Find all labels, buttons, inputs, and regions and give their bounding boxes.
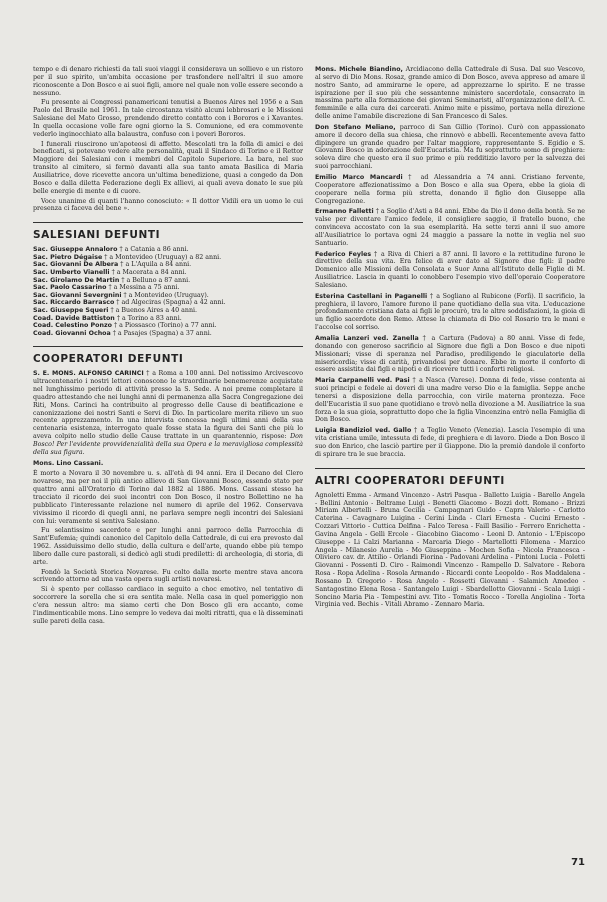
salesiano-name: Sac. Pietro Dégaise	[33, 253, 103, 261]
cooperatore-text: † a Riva di Chieri a 87 anni. Il lavoro e la rettitudine furono le direttive della sua vita. Era felice di aver dato al Signore due figli: il padre Domenico alle Missioni della Consolata e Suor Anna all'Istituto delle Figlie di M. Ausiliatrice. Lascia in quanti lo conobbero l'esempio vivo dell'operaio Cooperatore Salesiano.	[315, 250, 585, 289]
salesiano-detail: † a Torino a 83 anni.	[116, 314, 182, 322]
cooperatore-entry	[315, 335, 585, 374]
cooperatore-name: Emilio Marco Mancardi	[315, 173, 403, 181]
salesiano-item	[33, 315, 303, 323]
carinci-name: S. E. MONS. ALFONSO CARINCI	[33, 370, 144, 378]
cooperatore-name: Don Stefano Meliano,	[315, 123, 396, 131]
cassani-name: Mons. Lino Cassani.	[33, 459, 104, 467]
cooperatore-entry	[315, 66, 585, 121]
salesiano-name: Sac. Giovanni Severgnini	[33, 291, 122, 299]
cooperatore-text: parroco di San Gillio (Torino). Curò con appassionato amore il decoro della sua chiesa, che rinnovò e abbellì. Recentemente aveva fatto dipingere un grande quadro per l'altar maggiore, rappresentante S. Egidio e S. Giovanni Bosco in adorazione dell'Eucaristia. Ma fu soprattutto uomo di preghiera: soleva dire che questo era il suo primo e più redditizio lavoro per la salvezza dei suoi parrocchiani.	[315, 123, 585, 171]
cooperatore-entry	[315, 174, 585, 205]
salesiano-item	[33, 284, 303, 292]
right-column	[315, 66, 585, 886]
cooperatore-name: Esterina Castellani in Paganelli	[315, 292, 428, 300]
intro-paragraph-4: Voce unanime di quanti l'hanno conosciuto: « Il dottor Vidili era un uomo le cui presenza ci faceva del bene ».	[33, 197, 303, 213]
salesiano-name: Coad. Celestino Ponzo	[33, 322, 112, 330]
cooperatore-entry	[315, 427, 585, 458]
cassani-paragraph-4: Si è spento per collasso cardiaco in seguito a choc emotivo, nel tentativo di soccorrere la sorella che si era sentita male. Nella casa in quel pomeriggio non c'era nessun altro: ma siamo certi che Don Bosco gli era accanto, come l'indimenticabile mons. Lino sempre lo vedeva dai molti ritratti, qua e là disseminati sulle pareti della casa.	[33, 586, 303, 625]
salesiano-detail: † a Pasajes (Spagna) a 37 anni.	[112, 329, 212, 337]
cassani-entry	[33, 460, 303, 468]
cooperatore-text: † a Soglio d'Asti a 84 anni. Ebbe da Dio il dono della bontà. Se ne valse per diventare l'amico fedele, il consigliere saggio, il fratello buono, che convinceva accostato con la sua esemplarità. Ha sette terzi anni il suo amore all'Ausiliatrice lo portava ogni 24 maggio a passare la notte in veglia nel suo Santuario.	[315, 208, 585, 247]
salesiano-item	[33, 307, 303, 315]
cooperatore-text: † a Cartura (Padova) a 80 anni. Visse di fede, donando con generoso sacrificio al Signore due figli a Don Bosco e due nipoti Missionari; visse di speranza nel Paradiso, prediligendo le giaculatorie della misericordia; visse di carità, privandosi per donare. Ebbe in morte il conforto di essere assistita dai figli e nipoti e di ricevere tutti i conforti religiosi.	[315, 335, 585, 374]
cooperatore-name: Mons. Michele Biandino,	[315, 66, 403, 73]
cooperatore-text: † ad Alessandria a 74 anni. Cristiano fervente, Cooperatore affezionatissimo a Don Bosco e alla sua Opera, ebbe la gioia di cooperare nella forma più stretta, donando il figlio don Giuseppe alla Congregazione.	[315, 173, 585, 205]
salesiano-item	[33, 330, 303, 338]
cassani-paragraph-2: Fu selantissimo sacerdote e per lunghi anni parroco della Parrocchia di Sant'Eufemia; quindi canonico del Capitolo della Cattedrale, di cui era prevosto dal 1962. Assiduissimo dello studio, della cultura e dell'arte, quando ebbe più tempo libero dalle cure pastorali, si dedicò agli studi prediletti: di archeologia, di storia, di arte.	[33, 527, 303, 566]
salesiano-detail: † a Belluno a 87 anni.	[121, 276, 191, 284]
salesiano-name: Sac. Girolamo De Martin	[33, 276, 120, 284]
salesiano-item	[33, 269, 303, 277]
salesiano-name: Sac. Paolo Cassarino	[33, 284, 107, 292]
cooperatore-name: Maria Carpanelli ved. Pasi	[315, 377, 410, 385]
cooperatore-text: Arcidiacono della Cattedrale di Susa.	[405, 66, 528, 73]
cassani-paragraph-3: Fondò la Società Storica Novarese. Fu colto dalla morte mentre stava ancora scrivendo attorno ad una vasta opera sugli artisti novaresi.	[33, 568, 303, 584]
cooperatore-extra: Il sacrificio, la preghiera, il lavoro, l'amore furono il pane quotidiano della sua vita. L'educazione profondamente cristiana data ai figli le procurò, tra le altre soddisfazioni, la gioia di un figlio sacerdote don Remo. Attese la chiamata di Dio col Rosario tra le mani e l'accolse col sorriso.	[315, 292, 585, 332]
salesiano-detail: † a Macerata a 84 anni.	[111, 268, 187, 276]
page-number: 71	[571, 857, 585, 868]
cooperatore-text: † a Teglio Veneto (Venezia). Lascia l'esempio di una vita cristiana umile, intessuta di fede, di preghiera e di lavoro. Diede a Don Bosco il suo don Enrico, che lasciò partire per il Giappone. Dio la premiò dandole il conforto di spirare tra le sue braccia.	[315, 427, 585, 458]
altri-cooperatori-heading: ALTRI COOPERATORI DEFUNTI	[315, 468, 585, 487]
salesiano-name: Sac. Riccardo Barrasco	[33, 299, 115, 307]
cooperatore-entry	[315, 251, 585, 290]
salesiano-name: Coad. Davide Battiston	[33, 314, 115, 322]
cooperatore-entry	[315, 377, 585, 424]
cooperatore-name: Ermanno Falletti	[315, 208, 374, 216]
salesiano-name: Coad. Giovanni Ochoa	[33, 329, 111, 337]
intro-paragraph-3: I funerali riuscirono un'apoteosi di affetto. Mescolati tra la folla di amici e dei beneficati, si potevano vedere alte personalità, quali il Sindaco di Torino e il Rettor Maggiore dei Salesiani con i membri del Capitolo Superiore. La bara, nel suo transito al cimitero, si fermò davanti alla sua tanto amata Basilica di Maria Ausiliatrice, dove ricevette ancora un'ultima benedizione, quasi a congedo da Don Bosco e dalla diletta Federazione degli Ex allievi, ai quali aveva donato le sue più belle energie di mente e di cuore.	[33, 140, 303, 195]
salesiano-detail: † a L'Aquila a 84 anni.	[120, 261, 192, 269]
salesiano-item	[33, 277, 303, 285]
salesiano-name: Sac. Giuseppe Annaloro	[33, 246, 118, 254]
salesiano-item	[33, 292, 303, 300]
cooperatore-text: † a Nasca (Varese). Donna di fede, visse contenta ai suoi principi e fedele ai doveri di una madre verso Dio e la famiglia. Seppe anche tenersi a disposizione della parrocchia, con virile materna prontezza. Fece dell'Eucaristia il suo pane quotidiano e trovò nella divozione a M. Ausiliatrice la sua forza e la sua gioia, soprattutto dopo che la figlia Vincenzina entrò nella Famiglia di Don Bosco.	[315, 377, 585, 424]
intro-paragraph-1: tempo e di denaro richiesti da tali suoi viaggi il considerava un sollievo e un ristoro per il suo spirito, un'ambita occasione per trasfondere nell'altri il suo amore riconoscente a Don Bosco e ai suoi figli, amore nel quale non volle essere secondo a nessuno.	[33, 66, 303, 97]
cooperatore-entry	[315, 208, 585, 247]
salesiano-detail: † a Montevideo (Uruguay) a 82 anni.	[104, 253, 222, 261]
salesiano-item	[33, 246, 303, 254]
salesiano-name: Sac. Giuseppe Squeri	[33, 306, 109, 314]
salesiano-name: Sac. Giovanni De Albera	[33, 261, 119, 269]
cooperatori-entries	[315, 66, 585, 459]
cooperatore-name: Federico Feyles	[315, 250, 372, 258]
cassani-paragraph-1: È morto a Novara il 30 novembre u. s. all'età di 94 anni. Era il Decano del Clero novarese, ma per noi il più antico allievo di San Giovanni Bosco, essendo stato per quattro anni all'Oratorio di Torino dal 1882 al 1886. Mons. Cassani stesso ha tracciato il ricordo dei suoi incontri con Don Bosco, il nostro Bollettino ne ha pubblicato l'interessante relazione nel numero di aprile del 1962. Conservava vivissimo il ricordo di quegli anni, ne parlava sempre negli incontri dei Salesiani con lui: veramente si sentiva Salesiano.	[33, 470, 303, 525]
salesiano-detail: † ad Algeciras (Spagna) a 42 anni.	[116, 299, 226, 307]
intro-paragraph-2: Fu presente ai Congressi panamericani tenutisi a Buenos Aires nel 1956 e a San Paolo del Brasile nel 1961. In tale circostanza visitò alcuni lebbrosari e le Missioni Salesiane del Mato Grosso, prendendo diretto contatto con i Bororos e i Xavantes. In quella occasione volle fare ogni giorno la S. Comunione, ed era commovente vederlo inginocchiato alla balaustra, confuso con i poveri Bororos.	[33, 99, 303, 138]
salesiano-item	[33, 322, 303, 330]
carinci-text: † a Roma a 100 anni. Del notissimo Arcivescovo ultracentenario i nostri lettori conoscono le straordinarie benemerenze acquistate nel lunghissimo periodo di attività presso la S. Sede. A noi preme completare il quadro attestando che nei lunghi anni di permanenza alla Sacra Congregazione dei Riti, Mons. Carinci ha contribuito al progresso delle Cause di beatificazione e canonizzazione dei nostri Santi e Servi di Dio. In particolare merita rilievo un suo recente apprezzamento. In una intervista concessa negli ultimi anni della sua centenaria esistenza, interrogato quale fosse stata la figura dei Santi che più lo aveva colpito nello studio delle Cause trattate in un quarantennio, rispose:	[33, 370, 303, 441]
salesiano-detail: † a Messina a 75 anni.	[108, 284, 180, 292]
salesiano-detail: † a Buenos Aires a 40 anni.	[110, 306, 198, 314]
left-column	[33, 66, 303, 886]
cooperatore-name: Luigia Bandiziol ved. Gallo	[315, 427, 412, 435]
salesiano-detail: † a Catania a 86 anni.	[119, 246, 189, 254]
cooperatori-defunti-heading: COOPERATORI DEFUNTI	[33, 346, 303, 365]
salesiano-item	[33, 261, 303, 269]
salesiano-name: Sac. Umberto Vianelli	[33, 268, 110, 276]
salesiano-item	[33, 254, 303, 262]
cooperatore-text: † a Sogliano al Rubicone (Forlì).	[429, 292, 536, 300]
altri-cooperatori-list: Agnoletti Emma - Armand Vincenzo - Astri Pasqua - Balletto Luigia - Barello Angela - Bellini Antonio - Beltrame Luigi - Benetti Giacomo - Bozzi dott. Romano - Brizzi Miriam Albertelli - Bruna Cecilia - Campagnari Guido - Capra Valerio - Carlotto Caterina - Cavagnaro Luigina - Cerini Linda - Clari Ernesta - Cucini Ernesto - Cozzari Vittorio - Cuttica Delfina - Falco Teresa - Faill Basilio - Ferrero Enrichetta - Gavina Angela - Gelli Ercole - Giacobino Giacomo - Leoni D. Antonio - L'Episcopo Giuseppe - Li Calzi Marianna - Marcaria Diego - Martellotti Filomena - Marzico Angela - Milanesio Aurelia - Mo Giuseppina - Mochen Sofia - Nicola Francesca - Oliviero cav. dr. Attilio - Orlandi Fiorina - Padovani Ardelina - Pintoni Lucia - Poletti Giovanni - Possenti D. Ciro - Raimondi Vincenzo - Rampello D. Salvatore - Rebora Rosa - Ropa Adelina - Rosola Armando - Riccardi conte Leopoldo - Ros Maddalena - Rossano D. Gregorio - Rosa Angelo - Rossetti Giovanni - Salamich Amedeo - Santagostino Elena Rosa - Santangelo Luigi - Sbardellotto Giovanni - Scala Luigi - Soncino Maria Pia - Tempestini avv. Tito - Tomatis Rocco - Torella Angiolina - Torta Virginia ved. Bechis - Vitali Abramo - Zennaro Maria.	[315, 491, 585, 609]
salesiani-list	[33, 246, 303, 337]
cooperatore-name: Amalia Lanzeri ved. Zanella	[315, 335, 419, 342]
salesiano-item	[33, 299, 303, 307]
salesiano-detail: † a Montevideo (Uruguay).	[123, 291, 209, 299]
salesiano-detail: † a Piossasco (Torino) a 77 anni.	[113, 322, 217, 330]
cooperatore-entry	[315, 124, 585, 171]
cooperatore-entry	[315, 293, 585, 332]
carinci-entry	[33, 370, 303, 456]
salesiani-defunti-heading: SALESIANI DEFUNTI	[33, 222, 303, 241]
cooperatore-extra: Dal suo Vescovo, al servo di Dio Mons. Rosaz, grande amico di Don Bosco, aveva appreso ad amare il nostro Santo, ad ammirarne le opere, ad apprezzarne lo spirito. E ne trasse ispirazione per il suo più che sessantenne ministero sacerdotale, consacrato in massima parte alla formazione dei giovani Seminaristi, all'organizzazione dell'A. C. femminile e alla cura dei carcerati. Animo mite e pissimo, portava nella direzione delle anime l'amabile discrezione di San Francesco di Sales.	[315, 66, 585, 121]
carinci-quote: Don Bosco! Per l'evidente provvidenzialità della sua Opera e la meravigliosa complessità della sua figura.	[33, 433, 303, 456]
